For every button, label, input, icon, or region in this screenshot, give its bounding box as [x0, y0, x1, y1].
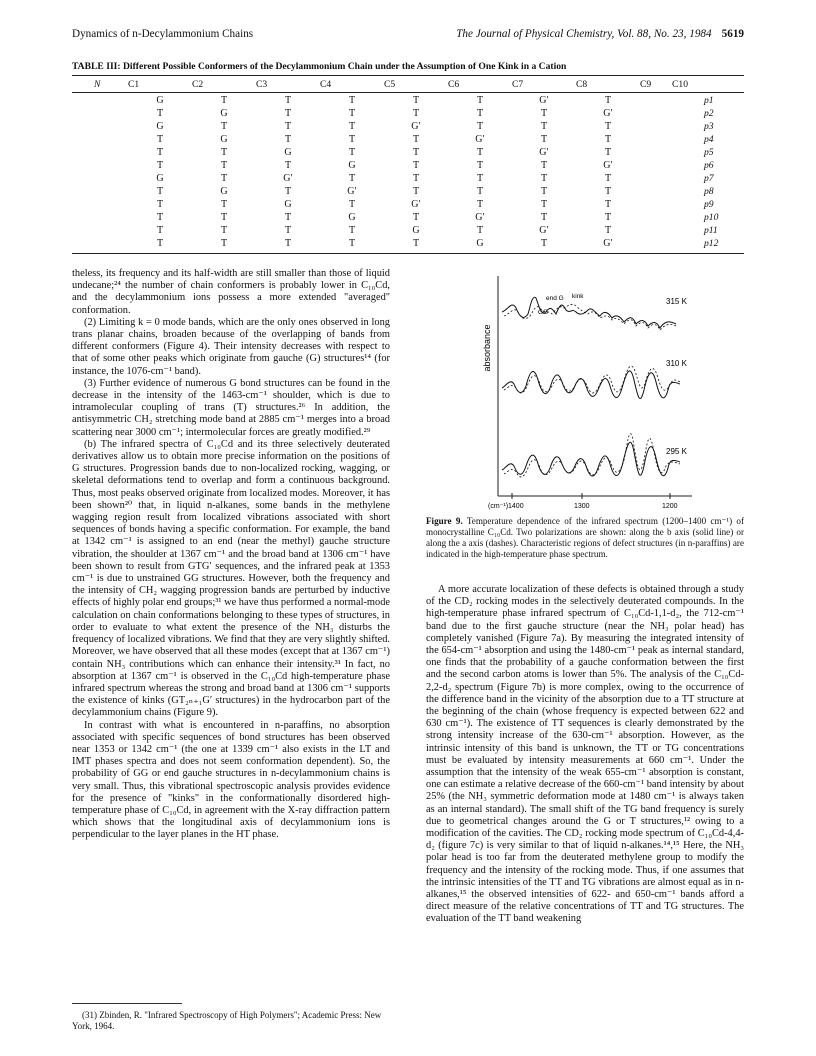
table-col-header: C4 — [320, 79, 332, 90]
left-column — [72, 268, 390, 842]
table-cell: T — [220, 173, 228, 184]
table-cell: T — [604, 212, 612, 223]
table-cell: T — [156, 160, 164, 171]
figure-caption-label: Figure 9. — [426, 516, 463, 526]
table-cell: T — [156, 108, 164, 119]
conformer-label: p2 — [704, 108, 714, 119]
table-cell: G — [284, 147, 292, 158]
table-cell: T — [412, 173, 420, 184]
running-header — [72, 28, 744, 44]
table-cell: T — [540, 238, 548, 249]
x-tick-label-1400: (cm⁻¹)1400 — [488, 503, 524, 510]
table-row — [72, 121, 744, 134]
table-col-header: C3 — [256, 79, 268, 90]
table-bottom-rule — [72, 253, 744, 254]
table-row — [72, 186, 744, 199]
table-cell: T — [476, 173, 484, 184]
table-row — [72, 199, 744, 212]
table-cell: T — [604, 173, 612, 184]
table-cell: G′ — [603, 108, 613, 119]
table-row — [72, 160, 744, 173]
table-cell: G — [156, 95, 164, 106]
table-col-header: C2 — [192, 79, 204, 90]
table-cell: G — [156, 121, 164, 132]
table-cell: T — [348, 199, 356, 210]
table-cell: T — [284, 95, 292, 106]
temp-label-315k: 315 K — [666, 297, 687, 306]
table-cell: T — [156, 212, 164, 223]
figure-9 — [480, 270, 696, 514]
conformer-label: p12 — [704, 238, 719, 249]
table-cell: T — [476, 199, 484, 210]
table-cell: G — [220, 186, 228, 197]
table-cell: G′ — [539, 225, 549, 236]
table-cell: T — [156, 186, 164, 197]
table-cell: T — [476, 147, 484, 158]
table-col-header: N — [94, 79, 101, 90]
table-cell: T — [220, 212, 228, 223]
table-cell: G′ — [283, 173, 293, 184]
table-row — [72, 225, 744, 238]
table-cell: G′ — [603, 160, 613, 171]
annotation-end-g: end G — [546, 295, 564, 302]
spectrum-310k-a — [504, 366, 680, 393]
conformer-label: p10 — [704, 212, 719, 223]
table-cell: T — [412, 238, 420, 249]
table-cell: T — [156, 134, 164, 145]
conformer-label: p4 — [704, 134, 714, 145]
table-cell: T — [284, 134, 292, 145]
table-cell: T — [412, 134, 420, 145]
table-cell: G — [220, 108, 228, 119]
body-paragraph: (2) Limiting k = 0 mode bands, which are the only ones observed in long trans planar chains, broaden because of the overlapping of bands from different conformers (Figure 4). Their intensity decreases with respect to that of some other peaks which originate from gauche (G) structures¹⁴ (for instance, the 1076-cm⁻¹ band). — [72, 316, 390, 377]
conformer-label: p7 — [704, 173, 714, 184]
table-cell: G — [412, 225, 420, 236]
table-cell: T — [476, 121, 484, 132]
table-cell: T — [220, 121, 228, 132]
footnote: (31) Zbinden, R. "Infrared Spectroscopy of High Polymers"; Academic Press: New York, 1964. — [72, 1010, 382, 1031]
table-cell: T — [604, 199, 612, 210]
body-paragraph: (b) The infrared spectra of C₁₀Cd and its three selectively deuterated derivatives allow us to obtain more precise information on the positions of G structures. Progression bands due to non-localized rocking, wagging, or skeletal deformations tend to overlap and form a continuous background. Thus, most peaks observed originate from localized modes. Moreover, it has been shown²⁰ that, in liquid n-alkanes, some bands in the methylene wagging region result from localized vibrations associated with short sequences of bonds having a specific conformation. For example, the band at 1342 cm⁻¹ is assigned to an end (near the methyl) gauche structure vibration, the shoulder at 1367 cm⁻¹ and the broad band at 1306 cm⁻¹ have been shown to result from GTG′ sequences, and the infrared peak at 1353 cm⁻¹ is due to unstrained GG structures. However, both the frequency and the intensity of CH₂ wagging progression bands are perturbed by inductive effects of highly polar end groups;³¹ we have thus performed a normal-mode calculation on chain conformations belonging to these types of structures, in order to evaluate to what extent the presence of the NH₃ disturbs the frequency of localized vibrations. We find that they are very slightly shifted. Moreover, we have observed that all these modes (except that at 1367 cm⁻¹) contain NH₃ contributions which can enhance their intensity.³¹ In fact, no absorption at 1367 cm⁻¹ is observed in the C₁₀Cd high-temperature phase infrared spectrum whereas the strong and broad band at 1306 cm⁻¹ supports the existence of kinks (GT₂ₙ₊₁G′ structures) in the hydrocarbon part of the decylammonium chains (Figure 9). — [72, 438, 390, 719]
table-cell: T — [220, 199, 228, 210]
table-cell: T — [412, 95, 420, 106]
table-cell: T — [412, 186, 420, 197]
annotation-gg: GG — [538, 309, 549, 316]
table-cell: T — [284, 108, 292, 119]
table-cell: G′ — [347, 186, 357, 197]
table-cell: G′ — [411, 121, 421, 132]
table-cell: G′ — [603, 238, 613, 249]
table-cell: T — [284, 121, 292, 132]
table-cell: T — [348, 108, 356, 119]
table-cell: T — [604, 95, 612, 106]
table-cell: G — [348, 160, 356, 171]
table-cell: T — [604, 134, 612, 145]
table-cell: T — [220, 238, 228, 249]
table-cell: T — [476, 160, 484, 171]
body-paragraph: theless, its frequency and its half-width are still smaller than those of liquid undecane;²⁴ the number of chain conformers is probably lower in C₁₀Cd, and the decylammonium ions possess a more extended "averaged" conformation. — [72, 268, 390, 316]
table-cell: T — [348, 121, 356, 132]
table-cell: T — [540, 134, 548, 145]
table-col-header: C10 — [672, 79, 688, 90]
figure-caption — [426, 516, 744, 560]
spectrum-310k-b — [502, 371, 680, 399]
table-cell: T — [540, 186, 548, 197]
page-number: 5619 — [721, 28, 744, 40]
y-axis-label: absorbance — [482, 324, 492, 372]
table-cell: T — [220, 95, 228, 106]
conformer-label: p1 — [704, 95, 714, 106]
table-cell: T — [284, 160, 292, 171]
table-cell: T — [604, 121, 612, 132]
table-row — [72, 147, 744, 160]
table-cell: T — [476, 95, 484, 106]
body-paragraph: In contrast with what is encountered in n-paraffins, no absorption associated with specific sequences of bond structures has been observed near 1353 or 1342 cm⁻¹ (the one at 1339 cm⁻¹ also exists in the LT and IMT phases spectra and does not seem conformation dependent). So, the probability of GG or end gauche structures in n-decylammonium chains is very small. Thus, this vibrational spectroscopic analysis provides evidence for the presence of "kinks" in the conformationally disordered high-temperature phase of C₁₀Cd, in agreement with the X-ray diffraction pattern which shows that the longitudinal axis of decylammonium ions is perpendicular to the layer planes in the HT phase. — [72, 719, 390, 841]
right-column — [426, 584, 744, 926]
table-cell: T — [348, 238, 356, 249]
table-cell: T — [540, 121, 548, 132]
table-cell: T — [284, 212, 292, 223]
table-cell: T — [412, 160, 420, 171]
table-cell: T — [220, 147, 228, 158]
conformer-label: p6 — [704, 160, 714, 171]
conformer-label: p9 — [704, 199, 714, 210]
table-cell: T — [156, 199, 164, 210]
table-cell: T — [284, 186, 292, 197]
table-caption: TABLE III: Different Possible Conformers of the Decylammonium Chain under the Assumption of One Kink in a Cation — [72, 61, 567, 72]
table-cell: G′ — [539, 147, 549, 158]
table-cell: T — [412, 212, 420, 223]
table-cell: T — [348, 225, 356, 236]
footnote-rule — [72, 1003, 182, 1004]
table-cell: T — [604, 225, 612, 236]
table-cell: G — [220, 134, 228, 145]
table-cell: T — [156, 238, 164, 249]
table-cell: G′ — [539, 95, 549, 106]
table-cell: T — [540, 212, 548, 223]
table-cell: G′ — [411, 199, 421, 210]
table-header-rule — [72, 92, 744, 93]
table-row — [72, 173, 744, 186]
table-col-header: C1 — [128, 79, 140, 90]
body-paragraph: A more accurate localization of these defects is obtained through a study of the CD₂ rocking modes in the selectively deuterated compounds. In the high-temperature phase infrared spectrum of C₁₀Cd-1,1-d₂, the 712-cm⁻¹ band due to the first gauche structure (near the NH₃ polar head) has completely vanished (Figure 7a). By measuring the integrated intensity of the 654-cm⁻¹ absorption and using the 1480-cm⁻¹ peak as internal standard, one finds that the probability of a gauche conformation between the first and the second carbon atoms is lower than 5%. The analysis of the C₁₀Cd-2,2-d₂ spectrum (Figure 7b) is more complex, owing to the occurrence of the difference band in the vicinity of the absorption due to a TT structure at the beginning of the chain (whose frequency is expected between 622 and 630 cm⁻¹). The existence of TT sequences is clearly demonstrated by the strong intensity increase of the 630-cm⁻¹ absorption. However, as the intrinsic intensity of this band is unknown, the TT or TG concentrations must be evaluated by intensity measurements at 660 cm⁻¹. Under the assumption that the intensity of the weak 655-cm⁻¹ absorption is constant, one can estimate a relative decrease of the 660-cm⁻¹ band intensity by about 25% (the NH₃ symmetric deformation mode at 1480 cm⁻¹ is always taken as an internal standard). The small shift of the TG band frequency is surely due to geometrical changes around the G or T structures,¹² owing to a modification of the cavities. The CD₂ rocking mode spectrum of C₁₀Cd-4,4-d₂ (figure 7c) is very similar to that of liquid n-alkanes.¹⁴,¹⁵ Here, the NH₃ polar head is too far from the deuterated methylene group to modify the frequency and the intensity of the rocking mode. Thus, if one assumes that the intrinsic intensities of the TT and TG vibrations are almost equal as in n-alkanes,¹⁵ the observed intensities of 622- and 650-cm⁻¹ bands afford a direct measure of the relative concentrations of TT and TG structures. The evaluation of the TT band weakening — [426, 584, 744, 925]
table-row — [72, 134, 744, 147]
spectrum-295k-a — [504, 434, 680, 477]
table-cell: G′ — [475, 212, 485, 223]
table-row — [72, 95, 744, 108]
table-col-header: C9 — [640, 79, 652, 90]
table-cell: G — [284, 199, 292, 210]
table-cell: T — [156, 147, 164, 158]
table-cell: T — [604, 147, 612, 158]
table-cell: T — [604, 186, 612, 197]
table-cell: T — [476, 225, 484, 236]
table-col-header: C8 — [576, 79, 588, 90]
table-header — [72, 79, 744, 93]
conformer-label: p8 — [704, 186, 714, 197]
table-cell: T — [540, 160, 548, 171]
table-cell: T — [284, 225, 292, 236]
annotation-kink: kink — [572, 293, 584, 300]
table-cell: T — [540, 173, 548, 184]
table-cell: T — [220, 225, 228, 236]
table-cell: T — [540, 199, 548, 210]
table-col-header: C7 — [512, 79, 524, 90]
table-cell: G — [476, 238, 484, 249]
table-cell: T — [476, 108, 484, 119]
table-row — [72, 212, 744, 225]
temp-label-295k: 295 K — [666, 447, 687, 456]
table-cell: G — [348, 212, 356, 223]
temp-label-310k: 310 K — [666, 359, 687, 368]
table-cell: T — [348, 95, 356, 106]
table-cell: T — [348, 147, 356, 158]
journal-citation: The Journal of Physical Chemistry, Vol. 88, No. 23, 1984 5619 — [456, 28, 744, 40]
spectrum-plot — [480, 270, 696, 514]
table-cell: T — [284, 238, 292, 249]
table-cell: T — [412, 147, 420, 158]
x-tick-label-1300: 1300 — [574, 503, 590, 510]
table-cell: G′ — [475, 134, 485, 145]
table-cell: T — [348, 173, 356, 184]
x-tick-label-1200: 1200 — [662, 503, 678, 510]
table-cell: T — [348, 134, 356, 145]
conformer-label: p11 — [704, 225, 718, 236]
figure-caption-text: Temperature dependence of the infrared spectrum (1200–1400 cm⁻¹) of monocrystalline C₁₀Cd. Two polarizations are shown: along the b axis (solid line) or along the a axis (dashes). Characteristic regions of defect structures (in n-paraffins) are indicated in the high-temperature phase spectrum. — [426, 516, 744, 559]
table-row — [72, 108, 744, 121]
table-cell: T — [220, 160, 228, 171]
running-title: Dynamics of n-Decylammonium Chains — [72, 28, 254, 40]
table-cell: T — [540, 108, 548, 119]
table-cell: T — [476, 186, 484, 197]
table-cell: T — [412, 108, 420, 119]
conformer-label: p3 — [704, 121, 714, 132]
table-col-header: C6 — [448, 79, 460, 90]
table-col-header: C5 — [384, 79, 396, 90]
table-cell: G — [156, 173, 164, 184]
conformer-label: p5 — [704, 147, 714, 158]
body-paragraph: (3) Further evidence of numerous G bond structures can be found in the decrease in the intensity of the 1463-cm⁻¹ shoulder, which is due to intramolecular coupling of trans (T) structures.²⁶ In addition, the antisymmetric CH₂ stretching mode band at 2885 cm⁻¹ merges into a broad scattering near 3000 cm⁻¹; intermolecular forces are greatly modified.²⁹ — [72, 377, 390, 438]
table-row — [72, 238, 744, 251]
table-cell: T — [156, 225, 164, 236]
table-top-rule — [72, 75, 744, 76]
